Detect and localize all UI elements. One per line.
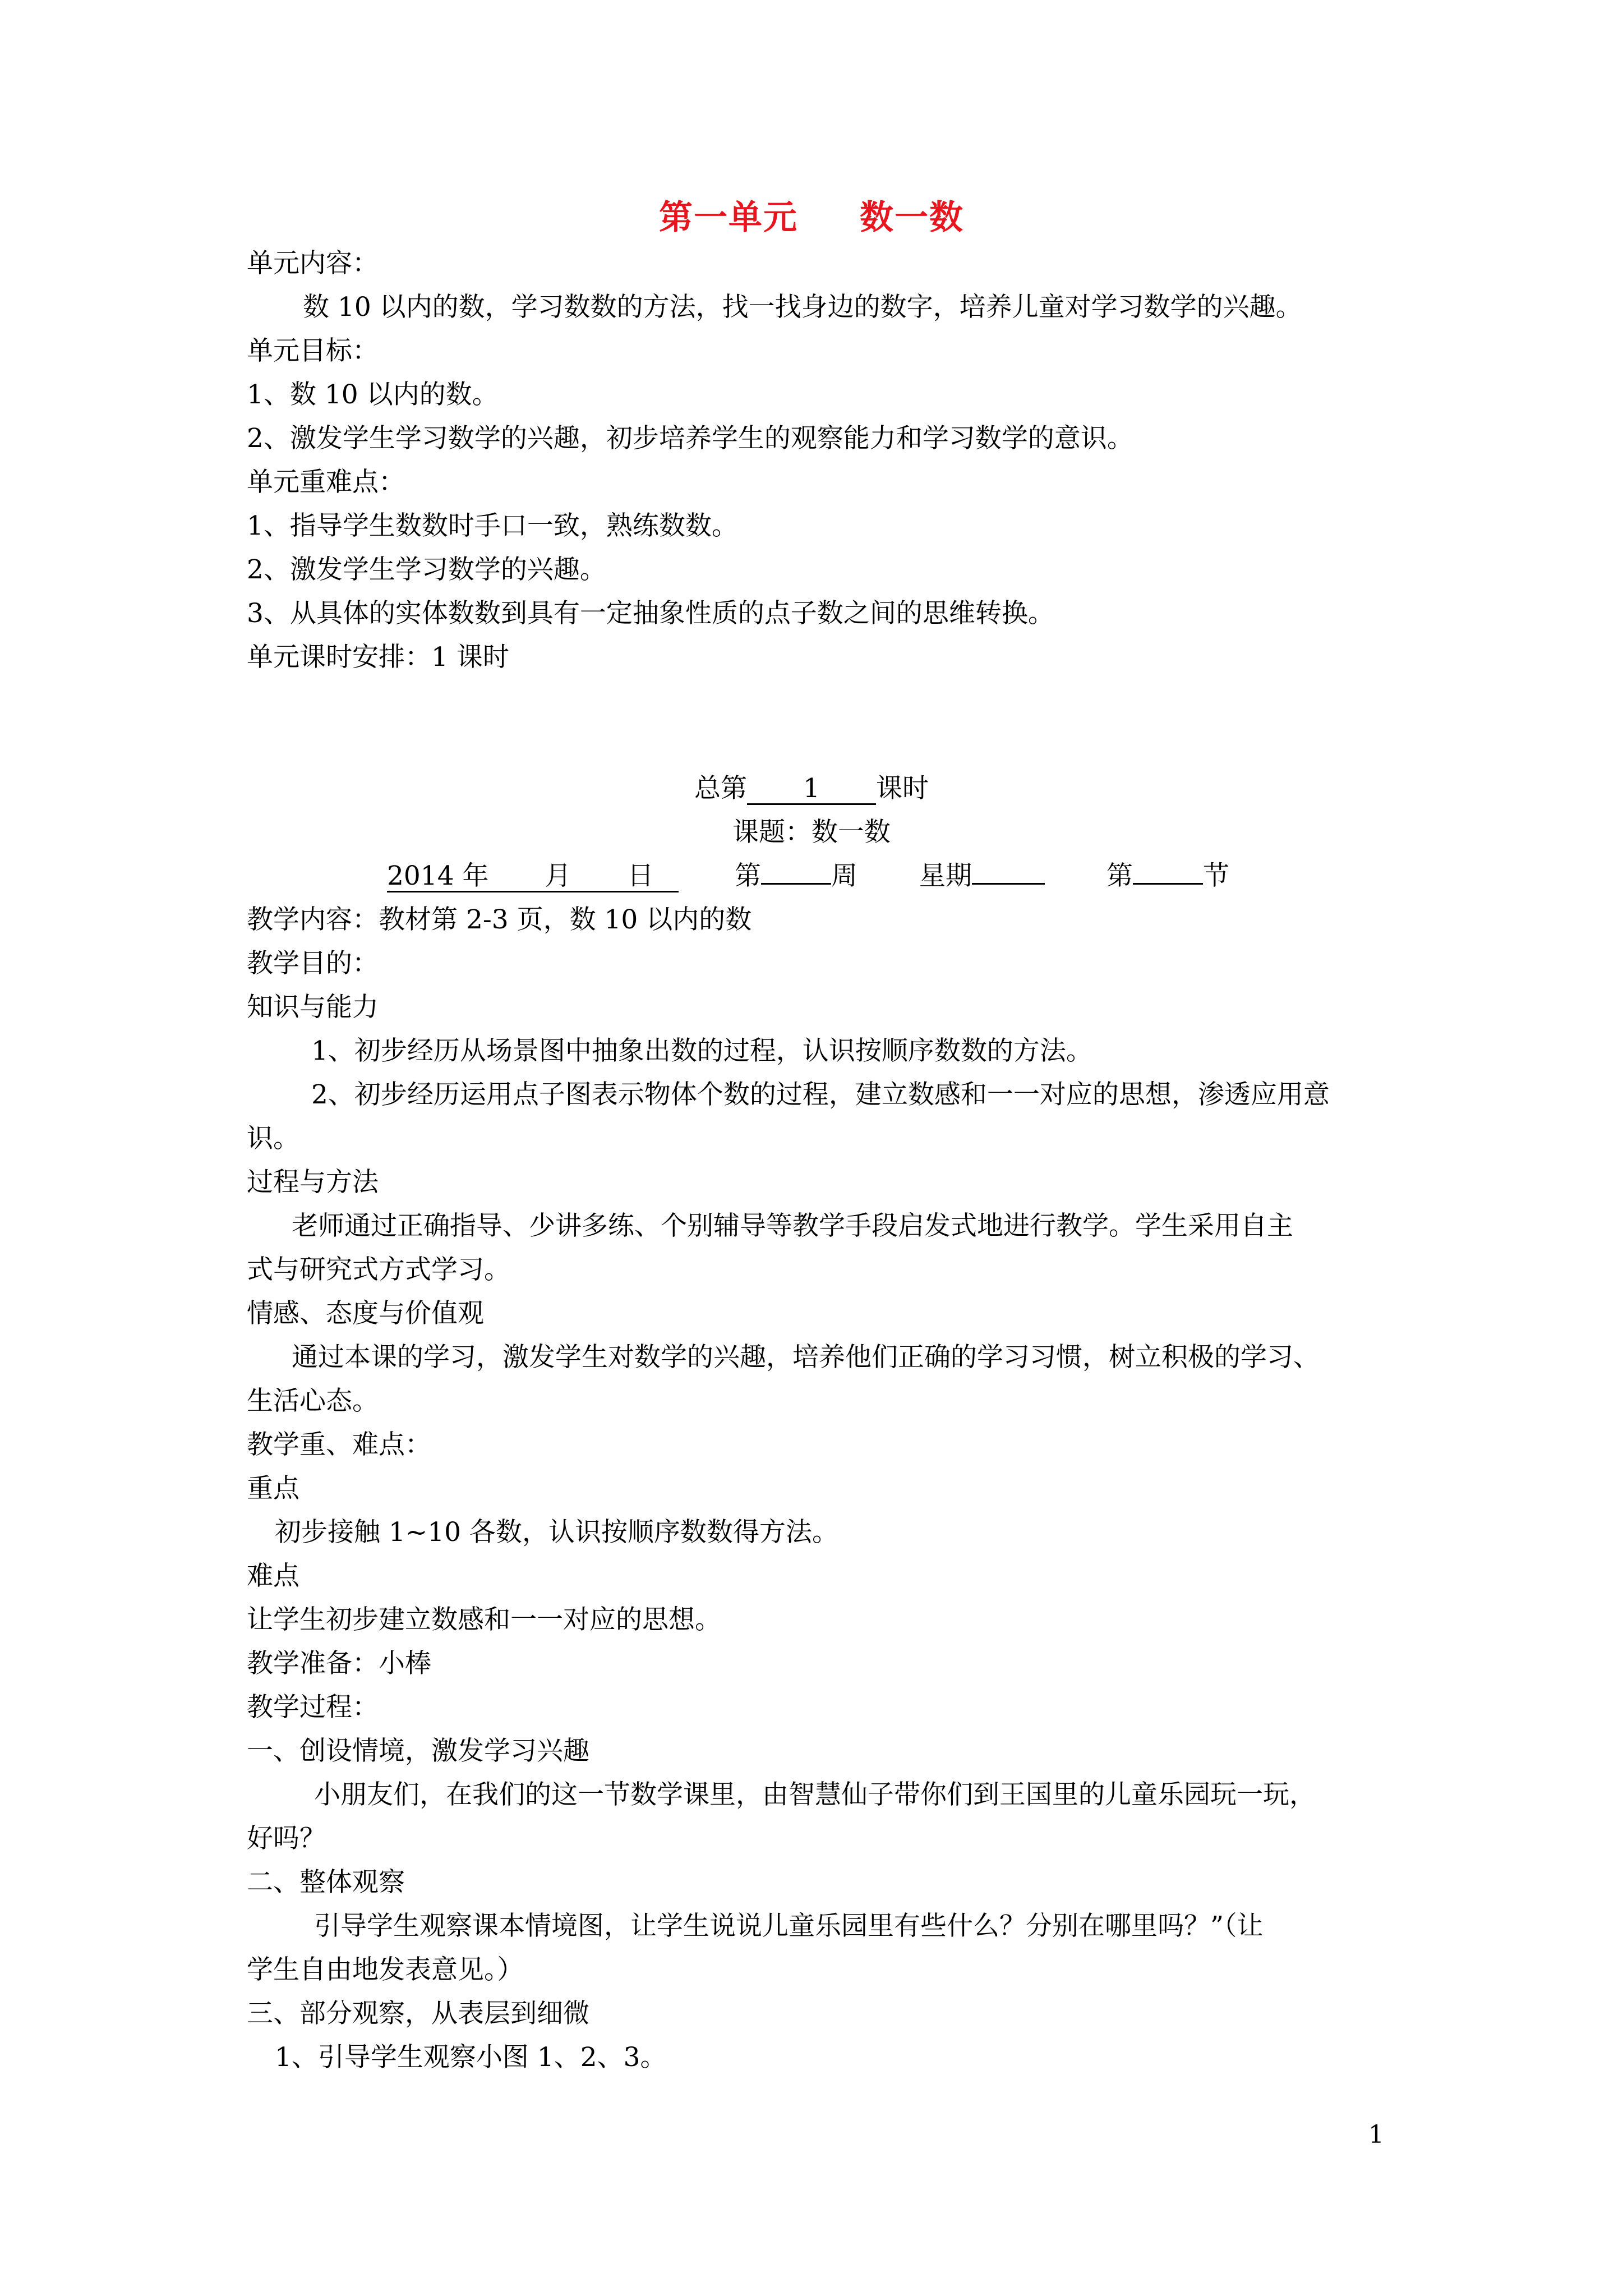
step3-title: 三、部分观察，从表层到细微 xyxy=(247,1998,589,2029)
week-suffix: 周 xyxy=(831,861,857,891)
objectives-label: 教学目的： xyxy=(247,948,379,979)
unit-goal-item: 2、激发学生学习数学的兴趣，初步培养学生的观察能力和学习数学的意识。 xyxy=(247,423,1133,454)
total-suffix: 课时 xyxy=(876,773,929,804)
process-text-cont: 式与研究式方式学习。 xyxy=(247,1254,510,1285)
title-unit: 第一单元 xyxy=(659,198,798,237)
date-year: 2014 年 xyxy=(387,861,489,891)
total-number: 1 xyxy=(747,774,876,805)
emotion-label: 情感、态度与价值观 xyxy=(247,1298,484,1329)
period-blank xyxy=(1133,883,1203,885)
step2-text-cont: 学生自由地发表意见。） xyxy=(247,1954,524,1985)
step1-title: 一、创设情境，激发学习兴趣 xyxy=(247,1736,589,1766)
emotion-text-cont: 生活心态。 xyxy=(247,1386,379,1416)
knowledge-item: 2、初步经历运用点子图表示物体个数的过程，建立数感和一一对应的思想，渗透应用意 xyxy=(311,1079,1330,1110)
process-label: 过程与方法 xyxy=(247,1167,379,1198)
unit-key-item: 3、从具体的实体数数到具有一定抽象性质的点子数之间的思维转换。 xyxy=(247,598,1054,629)
date-day: 日 xyxy=(627,861,654,891)
period-prefix: 第 xyxy=(1106,861,1133,891)
key-point-text: 初步接触 1~10 各数，认识按顺序数数得方法。 xyxy=(275,1517,838,1548)
step1-text: 小朋友们，在我们的这一节数学课里，由智慧仙子带你们到王国里的儿童乐园玩一玩， xyxy=(314,1779,1316,1810)
teaching-content: 教学内容：教材第 2-3 页，数 10 以内的数 xyxy=(247,904,752,935)
knowledge-label: 知识与能力 xyxy=(247,992,379,1023)
weekday-blank xyxy=(972,883,1045,885)
step2-text: 引导学生观察课本情境图，让学生说说儿童乐园里有些什么？分别在哪里吗？”（让 xyxy=(314,1911,1264,1941)
period-suffix: 节 xyxy=(1203,861,1229,891)
unit-schedule: 单元课时安排：1 课时 xyxy=(247,642,509,673)
page-number: 1 xyxy=(1368,2120,1384,2149)
lesson-topic: 课题：数一数 xyxy=(732,817,891,848)
step3-item: 1、引导学生观察小图 1、2、3。 xyxy=(275,2042,667,2073)
unit-key-item: 1、指导学生数数时手口一致，熟练数数。 xyxy=(247,510,738,541)
unit-title xyxy=(0,191,1623,239)
process-steps-label: 教学过程： xyxy=(247,1692,379,1723)
emotion-text: 通过本课的学习，激发学生对数学的兴趣，培养他们正确的学习习惯，树立积极的学习、 xyxy=(292,1342,1320,1373)
unit-goal-item: 1、数 10 以内的数。 xyxy=(247,379,499,410)
unit-key-item: 2、激发学生学习数学的兴趣。 xyxy=(247,554,606,585)
key-point-label: 重点 xyxy=(247,1473,299,1504)
preparation: 教学准备：小棒 xyxy=(247,1648,431,1679)
unit-content-text: 数 10 以内的数，学习数数的方法，找一找身边的数字，培养儿童对学习数学的兴趣。 xyxy=(303,292,1302,323)
process-text: 老师通过正确指导、少讲多练、个别辅导等教学手段启发式地进行教学。学生采用自主 xyxy=(292,1211,1293,1241)
week-blank xyxy=(761,883,831,885)
knowledge-item: 1、初步经历从场景图中抽象出数的过程，认识按顺序数数的方法。 xyxy=(311,1036,1092,1066)
difficulty-text: 让学生初步建立数感和一一对应的思想。 xyxy=(247,1604,721,1635)
unit-content-label: 单元内容： xyxy=(247,248,379,279)
knowledge-item-cont: 识。 xyxy=(247,1123,299,1154)
date-month: 月 xyxy=(545,861,571,891)
date-field xyxy=(387,862,679,892)
total-prefix: 总第 xyxy=(694,773,747,804)
unit-key-label: 单元重难点： xyxy=(247,467,405,498)
step2-title: 二、整体观察 xyxy=(247,1867,405,1898)
week-prefix: 第 xyxy=(735,861,761,891)
difficulty-label: 难点 xyxy=(247,1561,299,1591)
weekday-label: 星期 xyxy=(919,861,972,891)
lesson-date-row xyxy=(387,859,1229,893)
title-topic: 数一数 xyxy=(860,198,964,237)
unit-goals-label: 单元目标： xyxy=(247,335,379,366)
lesson-total xyxy=(0,772,1623,806)
key-label: 教学重、难点： xyxy=(247,1429,431,1460)
step1-text-cont: 好吗？ xyxy=(247,1823,326,1854)
